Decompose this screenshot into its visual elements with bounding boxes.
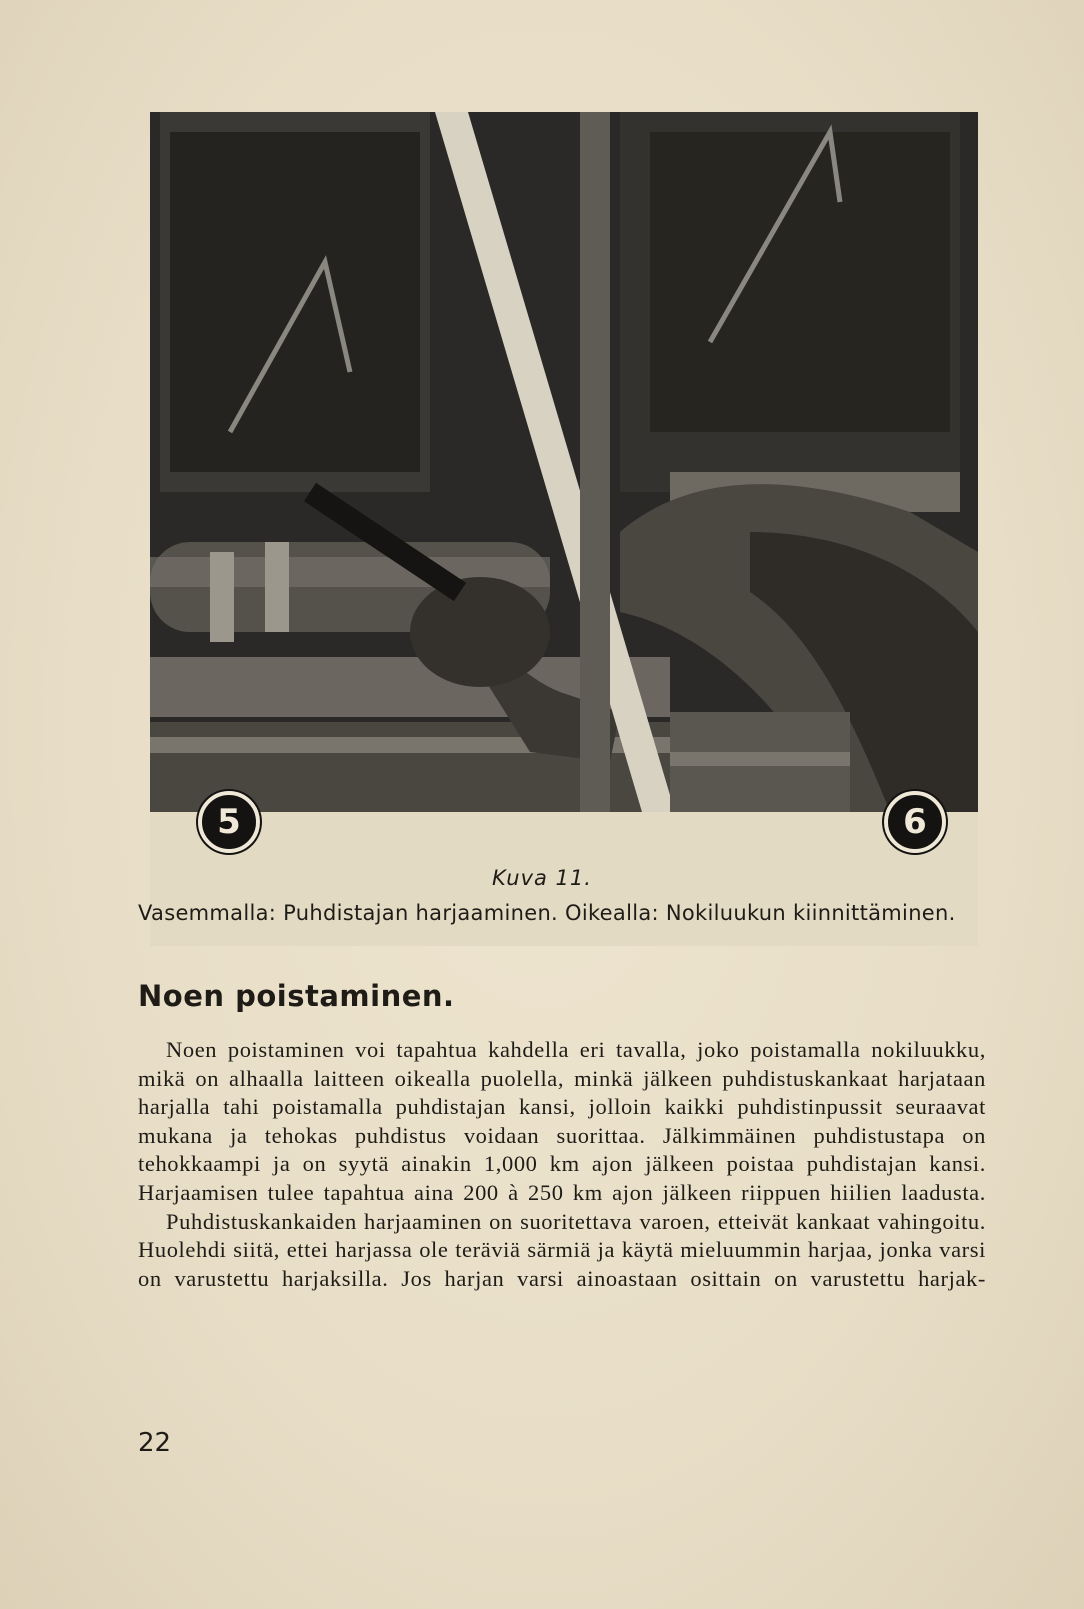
- paragraph-2: Puhdistuskankaiden harjaaminen on suoritettava varoen, etteivät kankaat vahingoitu. Huolehdi siitä, ettei harjassa ole teräviä särmiä ja käytä mieluummin harjaa, jonka varsi on varustettu harjaksilla. Jos harjan varsi ainoastaan osittain on varustettu harjak-: [138, 1208, 986, 1291]
- figure-marker-5: 5: [198, 791, 260, 853]
- figure-caption: Vasemmalla: Puhdistajan harjaaminen. Oikealla: Nokiluukun kiinnittäminen.: [138, 901, 956, 925]
- figure-photo: [150, 112, 978, 812]
- page-number: 22: [138, 1428, 172, 1458]
- figure-marker-6: 6: [884, 791, 946, 853]
- figure-label: Kuva 11.: [492, 866, 592, 890]
- paragraph-1: Noen poistaminen voi tapahtua kahdella eri tavalla, joko poistamalla nokiluukku, mikä on alhaalla laitteen oikealla puolella, minkä jälkeen puhdistuskankaat harjataan harjalla tahi poistamalla puhdistajan kansi, jolloin kaikki puhdistinpussit seuraavat mukana ja tehokas puhdistus voidaan suorittaa. Jälkimmäinen puhdistustapa on tehokkaampi ja on syytä ainakin 1,000 km ajon jälkeen poistaa puhdistajan kansi. Harjaamisen tulee tapahtua aina 200 à 250 km ajon jälkeen riippuen hiilien laadusta.: [138, 1037, 986, 1205]
- section-heading: Noen poistaminen.: [138, 979, 455, 1013]
- body-text: [138, 1036, 986, 1293]
- photo-illustration: [150, 112, 978, 812]
